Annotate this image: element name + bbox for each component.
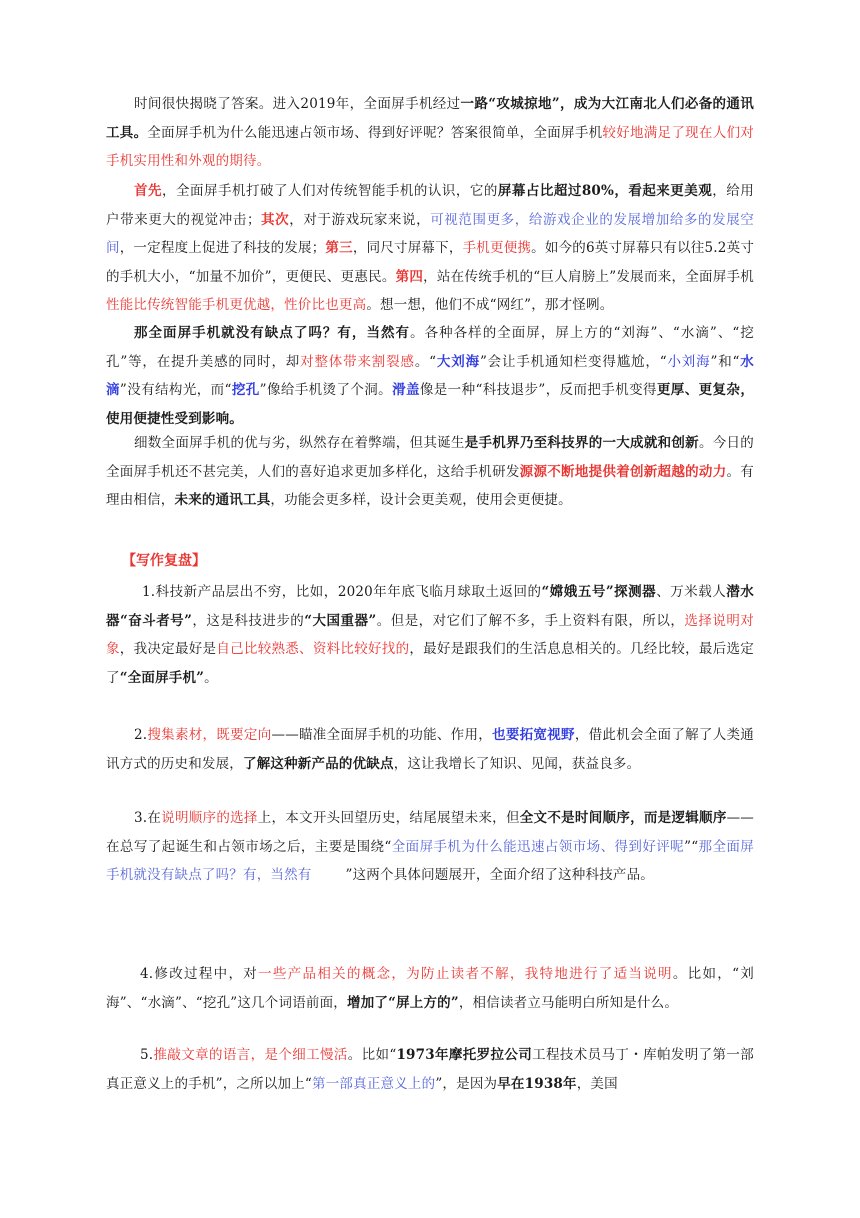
blue-highlight: 可视范围更多，给游戏企业的发展增加给多的发展空间 (106, 211, 754, 256)
review-item-1 (106, 578, 754, 692)
text: 。但是，对它们了解不多，手上资料有限，所以， (376, 612, 685, 629)
text: 、万米载人 (656, 584, 727, 600)
blue-highlight: 那全面屏手机就没有缺点了吗？有，当然有 (106, 838, 754, 883)
red-bold-text: 首先 (134, 183, 162, 199)
text: 。今日的全面屏手机还不甚完美，人们的喜好追求更加多样化，这给手机研发 (106, 435, 754, 480)
text: ”这两个具体问题展开，全面介绍了这种科技产品。 (345, 867, 655, 883)
text: 时间很快揭晓了答案。进入2019年，全面屏手机经过 (134, 96, 461, 112)
bold-text: 1973年摩托罗拉公司 (396, 1047, 533, 1063)
red-highlight: 对整体带来割裂感 (300, 353, 415, 370)
blue-bold-text: 大刘海 (436, 353, 480, 370)
text: ，相信读者立马能明白所知是什么。 (458, 994, 679, 1011)
bold-text: 是手机界乃至科技界的一大成就和创新 (464, 435, 699, 451)
text: 细数全面屏手机的优与劣，纵然存在着弊端，但其诞生 (134, 435, 465, 451)
review-item-5 (106, 1041, 754, 1098)
review-item-3 (106, 804, 754, 890)
text: 像是一种“科技退步”，反而把手机变得 (419, 382, 657, 398)
red-bold-text: 其次 (260, 211, 290, 228)
text: ——瞄准全面屏手机的功能、作用， (271, 727, 493, 743)
bold-text: 全文不是时间顺序，而是逻辑顺序 (519, 810, 727, 826)
blue-highlight: 第一部真正意义上的 (312, 1075, 436, 1092)
red-bold-text: 源源不断地提供着创新超越的动力 (519, 463, 727, 480)
review-item-4 (106, 960, 754, 1017)
bold-text: 潜水器“奋斗者号” (106, 584, 754, 629)
text: ，我决定最好是 (119, 641, 217, 657)
text: ，同尺寸屏幕下， (352, 240, 463, 256)
text: 5. (140, 1047, 154, 1063)
text: ”“ (684, 838, 699, 855)
text: 上，本文开头回望历史，结尾展望未来，但 (257, 810, 520, 826)
paragraph-disadvantages (106, 319, 754, 433)
text: ”没有结构光，而“ (119, 382, 232, 398)
text: 。比如，“刘海”、“水滴”、“挖孔”这几个词语前面， (106, 966, 754, 1011)
bold-text: 一路“攻城掠地”，成为大江南北人们必备的通讯工具。 (106, 96, 754, 141)
bold-text: “嫦娥五号”探测器 (541, 584, 657, 600)
text: 3.在 (134, 810, 162, 826)
text: 。有理由相信， (106, 463, 755, 508)
bold-text: 增加了“屏上方的” (347, 994, 459, 1011)
text: 。各种各样的全面屏，屏上方的“刘海”、“水滴”、“挖孔”等，在提升美感的同时，却 (106, 325, 754, 370)
blue-bold-text: 也要拓宽视野 (492, 727, 575, 743)
text: ，美国 (576, 1075, 618, 1092)
red-highlight: 搜集素材，既要定向 (147, 727, 272, 743)
text: 。“ (414, 353, 437, 370)
text: ”会让手机通知栏变得尴尬，“ (479, 353, 667, 370)
blue-highlight: 全面屏手机为什么能迅速占领市场、得到好评呢 (391, 838, 685, 855)
bold-text: 未来的通讯工具 (174, 492, 271, 508)
text: ，这是科技进步的 (192, 612, 305, 629)
text: ，这让我增长了知识、见闻，获益良多。 (393, 755, 641, 772)
bold-text: “全面屏手机” (119, 669, 205, 686)
blue-bold-text: 挖孔 (231, 382, 260, 398)
text: ，站在传统手机的“巨人肩膀上”发展而来，全面屏手机 (423, 268, 754, 285)
text: 4.修改过程中，对 (140, 966, 259, 982)
paragraph-answer (106, 90, 754, 176)
bold-text: 早在1938年 (497, 1075, 577, 1092)
text: ，对于游戏玩家来说， (289, 211, 431, 228)
text: 1.科技新产品层出不穷，比如，2020年年底飞临月球取土返回的 (142, 584, 542, 600)
text: 。如今的6英寸屏幕只有以往5.2英寸的手机大小，“加量不加价”，更便民、更惠民。 (106, 240, 755, 285)
red-highlight: 一些产品相关的概念，为防止读者不解，我特地进行了适当说明 (258, 966, 673, 982)
red-highlight: 选择说明对象 (106, 612, 755, 657)
paragraph-advantages (106, 177, 754, 320)
paragraph-conclusion (106, 429, 754, 515)
red-highlight: 性能比传统智能手机更优越，性价比也更高 (106, 297, 367, 313)
bold-text: 屏幕占比超过80%，看起来更美观 (497, 183, 713, 199)
text: ，给用户带来更大的视觉冲击； (106, 183, 754, 228)
text: ”，是因为 (435, 1075, 498, 1092)
text: ，功能会更多样，设计会更美观，使用会更便捷。 (270, 492, 572, 508)
text: ，最好是跟我们的生活息息相关的。几经比较，最后选定了 (106, 641, 755, 686)
text: ，一定程度上促进了科技的发展； (119, 240, 326, 256)
bold-text: 了解这种新产品的优缺点 (243, 755, 394, 772)
review-item-2 (106, 721, 754, 778)
text: ，全面屏手机打破了人们对传统智能手机的认识，它的 (162, 183, 498, 199)
text: ，借此机会全面了解了人类通讯方式的历史和发展， (106, 727, 754, 772)
text: 。比如“ (347, 1047, 397, 1063)
red-highlight: 自己比较熟悉、资料比较好找的 (216, 641, 410, 657)
bold-text: 那全面屏手机就没有缺点了吗？有，当然有 (134, 325, 411, 341)
red-bold-text: 第三 (325, 240, 353, 256)
red-highlight: 说明顺序的选择 (161, 810, 258, 826)
text: 工程技术员马丁・库帕发明了第一部真正意义上的手机”，之所以加上“ (106, 1047, 754, 1092)
red-highlight: 手机更便携 (462, 240, 532, 256)
blue-bold-text: 滑盖 (392, 382, 420, 398)
bold-text: 更厚、更复杂，使用便捷性受到影响。 (106, 382, 755, 427)
red-highlight: 推敲文章的语言，是个细工慢活 (153, 1047, 348, 1063)
text: ——在总写了起诞生和占领市场之后，主要是围绕“ (106, 810, 755, 855)
text: ”像给手机烫了个洞。 (259, 382, 393, 398)
text: 。想一想，他们不成“网红”，那才怪咧。 (366, 297, 614, 313)
text: 全面屏手机为什么能迅速占领市场、得到好评呢？答案很简单，全面屏手机 (147, 124, 603, 141)
text: 。 (204, 669, 218, 686)
text: ”和“ (710, 353, 740, 370)
bold-text: “大国重器” (304, 612, 377, 629)
blue-text: 小刘海 (666, 353, 711, 370)
section-heading: 【写作复盘】 (122, 553, 206, 569)
red-highlight: 较好地满足了现在人们对手机实用性和外观的期待。 (106, 124, 754, 169)
red-bold-text: 第四 (395, 268, 424, 285)
blue-bold-text: 水滴 (106, 353, 755, 398)
text: 2. (134, 727, 148, 743)
